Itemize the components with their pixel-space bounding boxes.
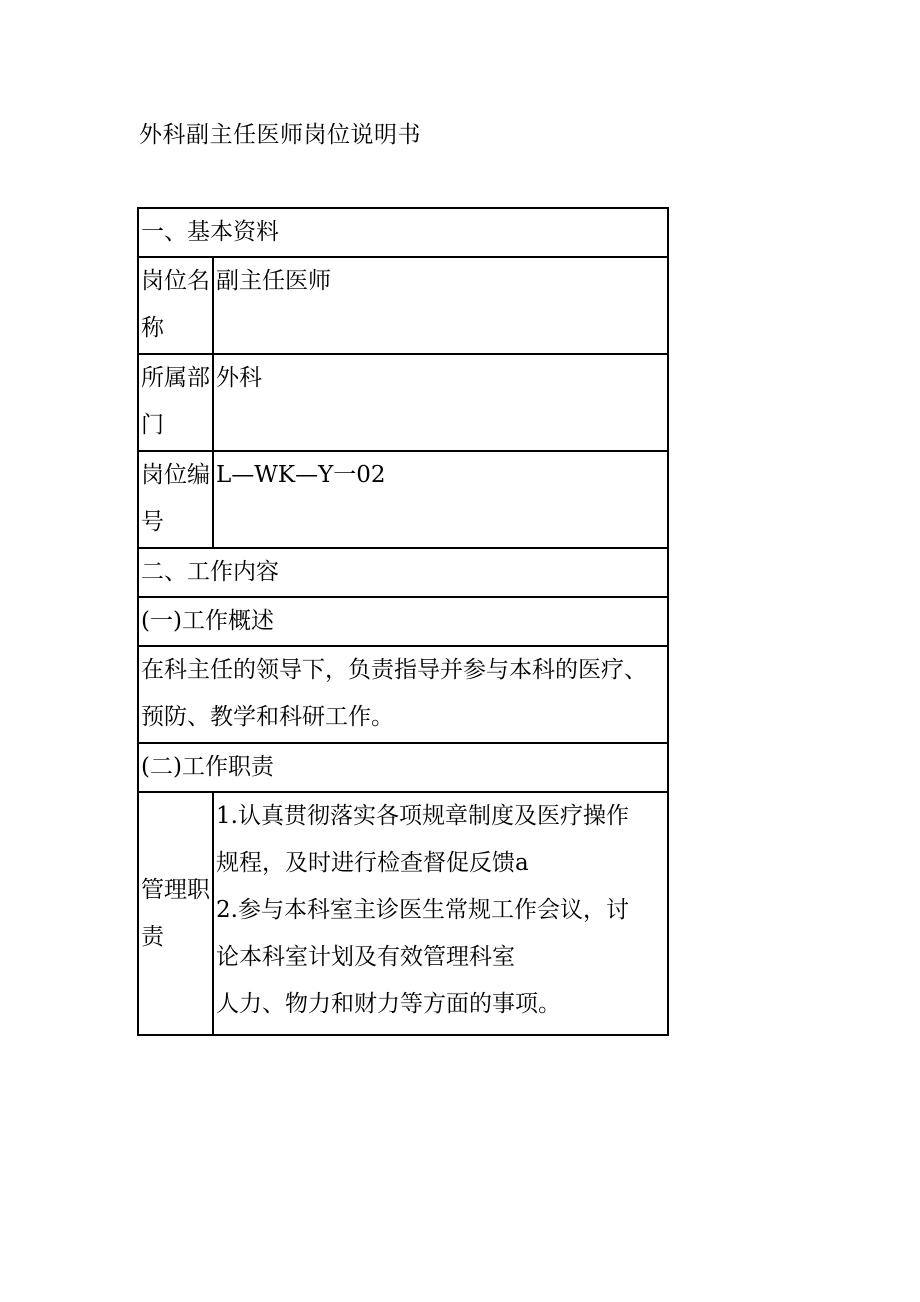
duty-line: 论本科室计划及有效管理科室 <box>216 944 515 970</box>
field-value-department: 外科 <box>213 354 668 451</box>
field-row-department <box>138 354 668 451</box>
field-row-position-name <box>138 257 668 354</box>
duties-heading-row <box>138 743 668 792</box>
field-label-position-name: 岗位名称 <box>138 257 213 354</box>
management-duties-row <box>138 792 668 1035</box>
duties-heading: (二)工作职责 <box>138 743 668 792</box>
duty-line: 1.认真贯彻落实各项规章制度及医疗操作 <box>216 803 629 829</box>
field-label-department: 所属部门 <box>138 354 213 451</box>
duty-line: 规程，及时进行检查督促反馈a <box>216 850 529 876</box>
management-duties-text <box>213 792 668 1035</box>
section-basic-info-row <box>138 208 668 257</box>
overview-line: 在科主任的领导下，负责指导并参与本科的医疗、 <box>141 657 647 683</box>
job-description-table <box>137 207 669 1036</box>
field-value-position-code: L—WK—Y一02 <box>213 451 668 548</box>
field-value-position-name: 副主任医师 <box>213 257 668 354</box>
section-basic-info-heading: 一、基本资料 <box>138 208 668 257</box>
overview-text <box>138 646 668 743</box>
duty-line: 人力、物力和财力等方面的事项。 <box>216 991 561 1017</box>
overview-heading-row <box>138 597 668 646</box>
document-title: 外科副主任医师岗位说明书 <box>139 122 421 148</box>
field-row-position-code <box>138 451 668 548</box>
management-duties-label: 管理职责 <box>138 792 213 1035</box>
overview-text-row <box>138 646 668 743</box>
overview-line: 预防、教学和科研工作。 <box>141 704 394 730</box>
overview-heading: (一)工作概述 <box>138 597 668 646</box>
section-work-content-row <box>138 548 668 597</box>
field-label-position-code: 岗位编号 <box>138 451 213 548</box>
duty-line: 2.参与本科室主诊医生常规工作会议，讨 <box>216 897 629 923</box>
section-work-content-heading: 二、工作内容 <box>138 548 668 597</box>
